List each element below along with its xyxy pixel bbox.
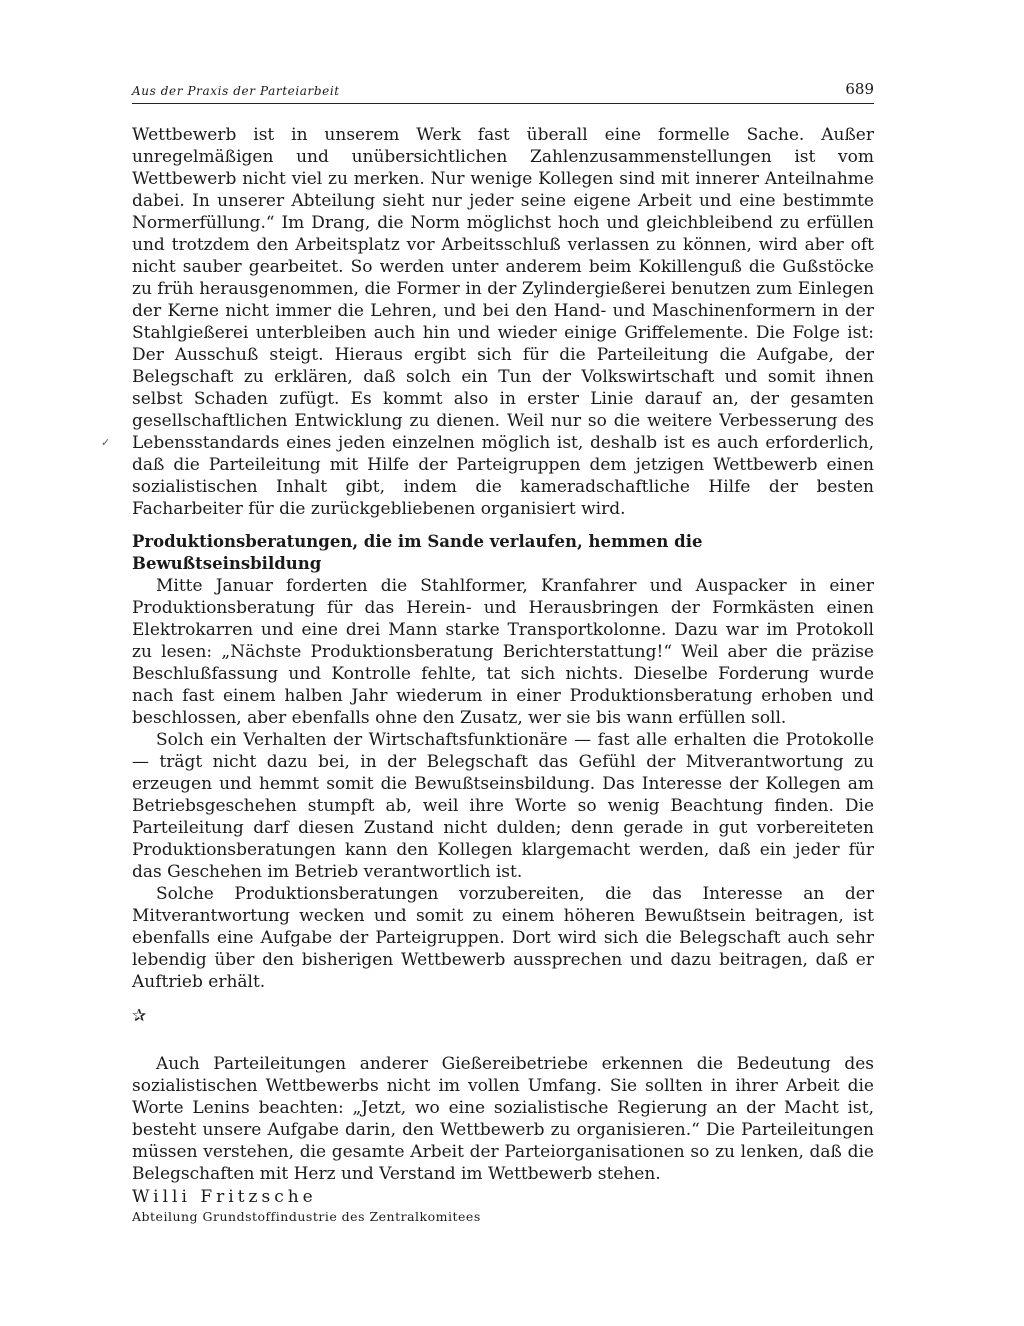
running-title: Aus der Praxis der Parteiarbeit xyxy=(132,84,340,98)
section-paragraph-2: Solch ein Verhalten der Wirtschaftsfunktionäre — fast alle erhalten die Protokolle — trägt nicht dazu bei, in der Belegschaft das Gefühl der Mitverantwortung zu erzeugen und hemmt somit die Bewußtseinsbildung. Das Interesse der Kollegen am Betriebsgeschehen stumpft ab, weil ihre Worte so wenig Beachtung finden. Die Parteileitung darf diesen Zustand nicht dulden; denn gerade in gut vorbereiteten Produktionsberatungen kann den Kollegen klargemacht werden, daß ein jeder für das Geschehen im Betrieb verantwortlich ist. xyxy=(132,730,874,882)
page-number: 689 xyxy=(845,80,874,98)
section-ornament-star-icon: ✰ xyxy=(132,1006,147,1026)
author-signature: Willi Fritzsche xyxy=(132,1187,317,1207)
document-page xyxy=(132,76,874,1226)
intro-paragraph: Wettbewerb ist in unserem Werk fast überall eine formelle Sache. Außer unregelmäßigen und unübersichtlichen Zahlenzusammenstellungen ist vom Wettbewerb nicht viel zu merken. Nur wenige Kollegen sind mit innerer Anteilnahme dabei. In unserer Abteilung sieht nur jeder seine eigene Arbeit und eine bestimmte Normerfüllung.“ Im Drang, die Norm möglichst hoch und gleichbleibend zu erfüllen und trotzdem den Arbeitsplatz vor Arbeitsschluß verlassen zu können, wird aber oft nicht sauber gearbeitet. So werden unter anderem beim Kokillenguß die Gußstöcke zu früh herausgenommen, die Former in der Zylindergießerei benutzen zum Einlegen der Kerne nicht immer die Lehren, und bei den Hand- und Maschinenformern in der Stahlgießerei unterbleiben auch hin und wieder einige Griffelemente. Die Folge ist: Der Ausschuß steigt. Hieraus ergibt sich für die Parteileitung die Aufgabe, der Belegschaft zu erklären, daß solch ein Tun der Volkswirtschaft und somit ihnen selbst Schaden zufügt. Es kommt also in erster Linie darauf an, der gesamten gesellschaftlichen Entwicklung zu dienen. Weil nur so die weitere Verbesserung des Lebensstandards eines jeden einzelnen möglich ist, deshalb ist es auch erforderlich, daß die Parteileitung mit Hilfe der Parteigruppen dem jetzigen Wettbewerb einen sozialistischen Inhalt gibt, indem die kameradschaftliche Hilfe der besten Facharbeiter für die zurückgebliebenen organisiert wird. xyxy=(132,125,874,519)
section-paragraph-3: Solche Produktionsberatungen vorzubereiten, die das Interesse an der Mitverantwortung wecken und somit zu einem höheren Bewußtsein beitragen, ist ebenfalls eine Aufgabe der Parteigruppen. Dort wird sich die Belegschaft auch sehr lebendig über den bisherigen Wettbewerb aussprechen und dazu beitragen, daß er Auftrieb erhält. xyxy=(132,884,874,992)
closing-paragraph: Auch Parteileitungen anderer Gießereibetriebe erkennen die Bedeutung des sozialistischen Wettbewerbs nicht im vollen Umfang. Sie sollten in ihrer Arbeit die Worte Lenins beachten: „Jetzt, wo eine sozialistische Regierung an der Macht ist, besteht unsere Aufgabe darin, den Wettbewerb zu organisieren.“ Die Parteileitungen müssen verstehen, die gesamte Arbeit der Parteiorganisationen so zu lenken, daß die Belegschaften mit Herz und Verstand im Wettbewerb stehen. xyxy=(132,1054,874,1184)
author-affiliation: Abteilung Grundstoffindustrie des Zentralkomitees xyxy=(132,1209,481,1224)
running-header xyxy=(132,76,874,104)
margin-check-mark-icon: ✓ xyxy=(101,436,111,449)
section-paragraph-1: Mitte Januar forderten die Stahlformer, Kranfahrer und Auspacker in einer Produktionsberatung für das Herein- und Herausbringen der Formkästen einen Elektrokarren und eine drei Mann starke Transportkolonne. Dazu war im Protokoll zu lesen: „Nächste Produktionsberatung Berichterstattung!“ Weil aber die präzise Beschlußfassung und Kontrolle fehlte, tat sich nichts. Dieselbe Forderung wurde nach fast einem halben Jahr wiederum in einer Produktionsberatung erhoben und beschlossen, aber ebenfalls ohne den Zusatz, wer sie bis wann erfüllen soll. xyxy=(132,576,874,728)
article-body xyxy=(132,124,874,1226)
section-heading: Produktionsberatungen, die im Sande verlaufen, hemmen die Bewußtseinsbildung xyxy=(132,532,703,573)
